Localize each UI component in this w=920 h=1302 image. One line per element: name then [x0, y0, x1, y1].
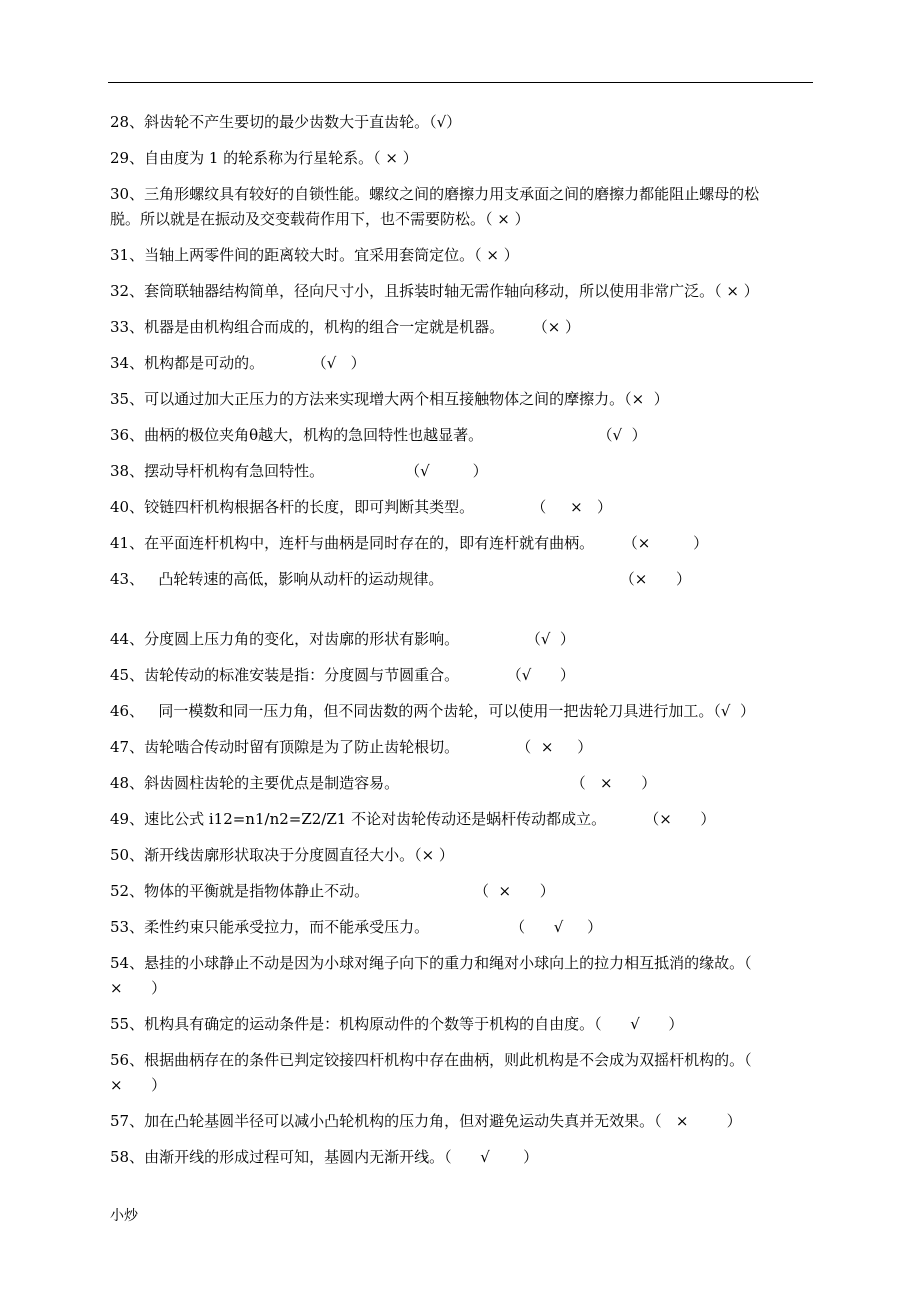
question-52: 52、物体的平衡就是指物体静止不动。 （ × ）: [110, 882, 555, 900]
question-50: 50、渐开线齿廓形状取决于分度圆直径大小。（× ）: [110, 846, 454, 864]
question-57: 57、加在凸轮基圆半径可以减小凸轮机构的压力角，但对避免运动失真并无效果。（ × ）: [110, 1112, 742, 1130]
question-36: 36、曲柄的极位夹角θ越大，机构的急回特性也越显著。 （√ ）: [110, 426, 647, 444]
question-55: 55、机构具有确定的运动条件是：机构原动件的个数等于机构的自由度。（ √ ）: [110, 1015, 684, 1033]
question-32: 32、套筒联轴器结构简单，径向尺寸小，且拆装时轴无需作轴向移动，所以使用非常广泛。（ × ）: [110, 282, 759, 300]
question-54-line1: 54、悬挂的小球静止不动是因为小球对绳子向下的重力和绳对小球向上的拉力相互抵消的缘故。（: [110, 954, 752, 972]
question-46: 46、 同一模数和同一压力角，但不同齿数的两个齿轮，可以使用一把齿轮刀具进行加工。（√ ）: [110, 702, 755, 720]
question-47: 47、齿轮啮合传动时留有顶隙是为了防止齿轮根切。 （ × ）: [110, 738, 593, 756]
question-35: 35、可以通过加大正压力的方法来实现增大两个相互接触物体之间的摩擦力。（× ）: [110, 390, 669, 408]
header-rule: [108, 82, 813, 83]
question-54-line2: × ）: [110, 979, 167, 997]
question-43: 43、 凸轮转速的高低，影响从动杆的运动规律。 （× ）: [110, 570, 691, 588]
question-29: 29、自由度为 1 的轮系称为行星轮系。（ × ）: [110, 149, 418, 167]
question-34: 34、机构都是可动的。 （√ ）: [110, 354, 366, 372]
question-31: 31、当轴上两零件间的距离较大时。宜采用套筒定位。（ × ）: [110, 246, 519, 264]
question-53: 53、柔性约束只能承受拉力，而不能承受压力。 （ √ ）: [110, 918, 603, 936]
question-40: 40、铰链四杆机构根据各杆的长度，即可判断其类型。 （ × ）: [110, 498, 613, 516]
question-48: 48、斜齿圆柱齿轮的主要优点是制造容易。 （ × ）: [110, 774, 657, 792]
question-44: 44、分度圆上压力角的变化，对齿廓的形状有影响。 （√ ）: [110, 630, 575, 648]
question-38: 38、摆动导杆机构有急回特性。 （√ ）: [110, 462, 488, 480]
question-56-line2: × ）: [110, 1076, 167, 1094]
question-30-line2: 脱。所以就是在振动及交变载荷作用下，也不需要防松。（ × ）: [110, 210, 530, 228]
question-30-line1: 30、三角形螺纹具有较好的自锁性能。螺纹之间的磨擦力用支承面之间的磨擦力都能阻止螺母的松: [110, 185, 760, 203]
question-58: 58、由渐开线的形成过程可知，基圆内无渐开线。（ √ ）: [110, 1148, 539, 1166]
question-49: 49、速比公式 i12=n1/n2=Z2/Z1 不论对齿轮传动还是蜗杆传动都成立。 （× ）: [110, 810, 716, 828]
question-45: 45、齿轮传动的标准安装是指：分度圆与节圆重合。 （√ ）: [110, 666, 575, 684]
question-33: 33、机器是由机构组合而成的，机构的组合一定就是机器。 （× ）: [110, 318, 581, 336]
question-41: 41、在平面连杆机构中，连杆与曲柄是同时存在的，即有连杆就有曲柄。 （× ）: [110, 534, 709, 552]
question-56-line1: 56、根据曲柄存在的条件已判定铰接四杆机构中存在曲柄，则此机构是不会成为双摇杆机构的。（: [110, 1051, 752, 1069]
question-28: 28、斜齿轮不产生要切的最少齿数大于直齿轮。（√）: [110, 113, 462, 131]
footer-label: 小炒: [110, 1208, 138, 1224]
